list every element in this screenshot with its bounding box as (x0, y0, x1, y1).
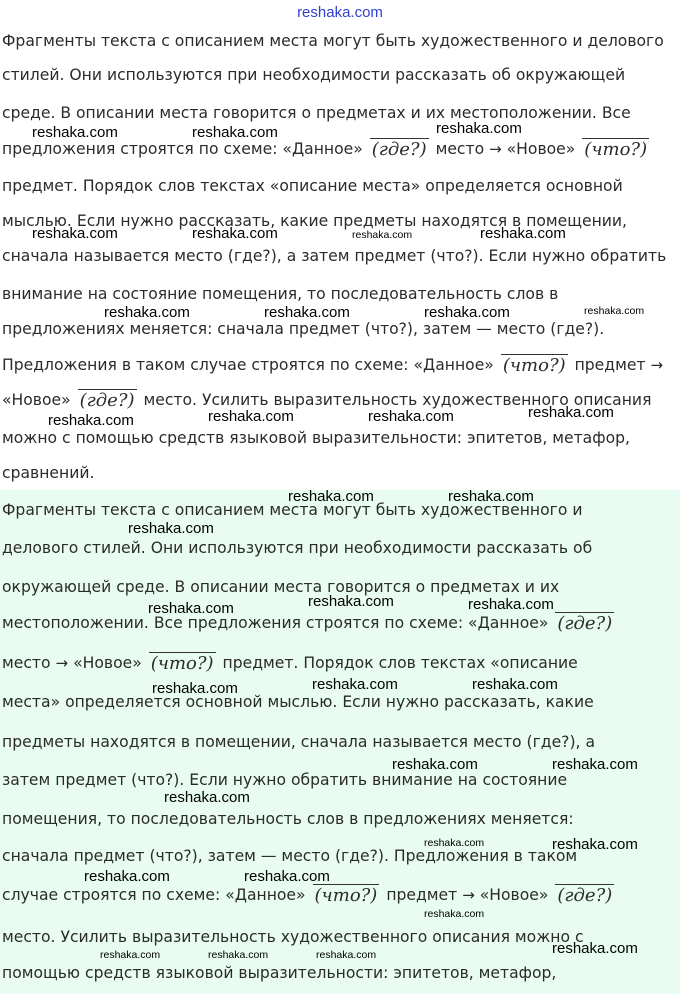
arrow-icon: → (462, 886, 475, 904)
paragraph-line: места» определяется основной мыслью. Если нужно рассказать, какие (2, 693, 594, 711)
watermark: reshaka.com (288, 488, 374, 505)
watermark: reshaka.com (48, 412, 134, 429)
paragraph-line: сначала называется место (где?), а затем предмет (что?). Если нужно обратить (2, 247, 667, 265)
formula-text: местоположении. Все предложения строятся по схеме: «Данное» (2, 614, 549, 632)
paragraph-line: помощью средств языковой выразительности: эпитетов, метафор, (2, 964, 557, 982)
paragraph-line: стилей. Они используются при необходимости рассказать об окружающей (2, 66, 626, 84)
overlined-question: (что?) (150, 653, 214, 674)
overlined-question: (где?) (79, 390, 135, 411)
watermark: reshaka.com (528, 404, 614, 421)
paragraph-line: предметы находятся в помещении, сначала называется место (где?), а (2, 733, 596, 751)
paragraph-line: Фрагменты текста с описанием места могут быть художественного и (2, 501, 583, 519)
paragraph-line: затем предмет (что?). Если нужно обратить внимание на состояние (2, 771, 568, 789)
paragraph-line-formula (2, 884, 616, 906)
arrow-icon: → (489, 140, 502, 158)
watermark: reshaka.com (208, 408, 294, 425)
paragraph-line: среде. В описании места говорится о предметах и их местоположении. Все (2, 104, 631, 122)
watermark: reshaka.com (84, 868, 170, 885)
overlined-question: (что?) (314, 885, 378, 906)
watermark: reshaka.com (312, 676, 398, 693)
watermark: reshaka.com (308, 593, 394, 610)
watermark: reshaka.com (164, 789, 250, 806)
formula-text: место (435, 140, 485, 158)
overlined-question: (что?) (584, 139, 648, 160)
overlined-question: (что?) (502, 355, 566, 376)
formula-text: место. Усилить выразительность художественного описания (143, 391, 652, 409)
paragraph-line: можно с помощью средств языковой выразительности: эпитетов, метафор, (2, 429, 630, 447)
watermark: reshaka.com (552, 836, 638, 853)
paragraph-line: сравнений. (2, 464, 95, 482)
site-link[interactable]: reshaka.com (297, 4, 383, 21)
watermark: reshaka.com (424, 908, 485, 920)
paragraph-line: мыслью. Если нужно рассказать, какие предметы находятся в помещении, (2, 212, 627, 230)
site-header (0, 0, 680, 24)
paragraph-line: помещения, то последовательность слов в предложениях меняется: (2, 810, 574, 828)
watermark: reshaka.com (448, 488, 534, 505)
watermark: reshaka.com (148, 600, 234, 617)
watermark: reshaka.com (192, 124, 278, 141)
watermark: reshaka.com (264, 304, 350, 321)
paragraph-line: место. Усилить выразительность художественного описания можно с (2, 928, 584, 946)
watermark: reshaka.com (208, 949, 269, 961)
formula-text: предложения строятся по схеме: «Данное» (2, 140, 363, 158)
text-block-answer (0, 490, 680, 994)
watermark: reshaka.com (244, 868, 330, 885)
formula-text: предмет. Порядок слов текстах «описание (222, 654, 578, 672)
watermark: reshaka.com (32, 124, 118, 141)
paragraph-line-formula (2, 612, 616, 634)
watermark: reshaka.com (104, 304, 190, 321)
watermark: reshaka.com (368, 408, 454, 425)
watermark: reshaka.com (480, 225, 566, 242)
watermark: reshaka.com (316, 949, 377, 961)
overlined-question: (где?) (557, 613, 613, 634)
formula-text: «Новое» (479, 886, 549, 904)
watermark: reshaka.com (392, 756, 478, 773)
formula-text: Предложения в таком случае строятся по схеме: «Данное» (2, 356, 494, 374)
paragraph-line: сначала предмет (что?), затем — место (где?). Предложения в таком (2, 847, 578, 865)
watermark: reshaka.com (424, 837, 485, 849)
watermark: reshaka.com (472, 676, 558, 693)
paragraph-line-formula (2, 138, 651, 160)
formula-text: «Новое» (506, 140, 576, 158)
paragraph-line: окружающей среде. В описании места говорится о предметах и их (2, 578, 560, 596)
formula-text: предмет (386, 886, 458, 904)
watermark: reshaka.com (424, 304, 510, 321)
paragraph-line-formula (2, 652, 578, 674)
watermark: reshaka.com (436, 120, 522, 137)
paragraph-line: предложениях меняется: сначала предмет (что?), затем — место (где?). (2, 320, 605, 338)
paragraph-line: делового стилей. Они используются при необходимости рассказать об (2, 539, 593, 557)
watermark: reshaka.com (584, 305, 645, 317)
formula-text: случае строятся по схеме: «Данное» (2, 886, 306, 904)
overlined-question: (где?) (371, 139, 427, 160)
paragraph-line: предмет. Порядок слов текстах «описание места» определяется основной (2, 177, 623, 195)
paragraph-line: Фрагменты текста с описанием места могут быть художественного и делового (2, 32, 664, 50)
watermark: reshaka.com (552, 756, 638, 773)
watermark: reshaka.com (552, 940, 638, 957)
watermark: reshaka.com (152, 680, 238, 697)
formula-text: место (2, 654, 51, 672)
paragraph-line: внимание на состояние помещения, то последовательность слов в (2, 285, 559, 303)
formula-text: «Новое» (2, 391, 71, 409)
watermark: reshaka.com (100, 949, 161, 961)
watermark: reshaka.com (192, 225, 278, 242)
watermark: reshaka.com (128, 520, 214, 537)
watermark: reshaka.com (352, 229, 413, 241)
arrow-icon: → (650, 356, 664, 374)
watermark: reshaka.com (32, 225, 118, 242)
watermark: reshaka.com (468, 596, 554, 613)
formula-text: предмет (574, 356, 646, 374)
paragraph-line-formula (2, 354, 663, 376)
arrow-icon: → (55, 654, 69, 672)
formula-text: «Новое» (73, 654, 142, 672)
overlined-question: (где?) (557, 885, 613, 906)
